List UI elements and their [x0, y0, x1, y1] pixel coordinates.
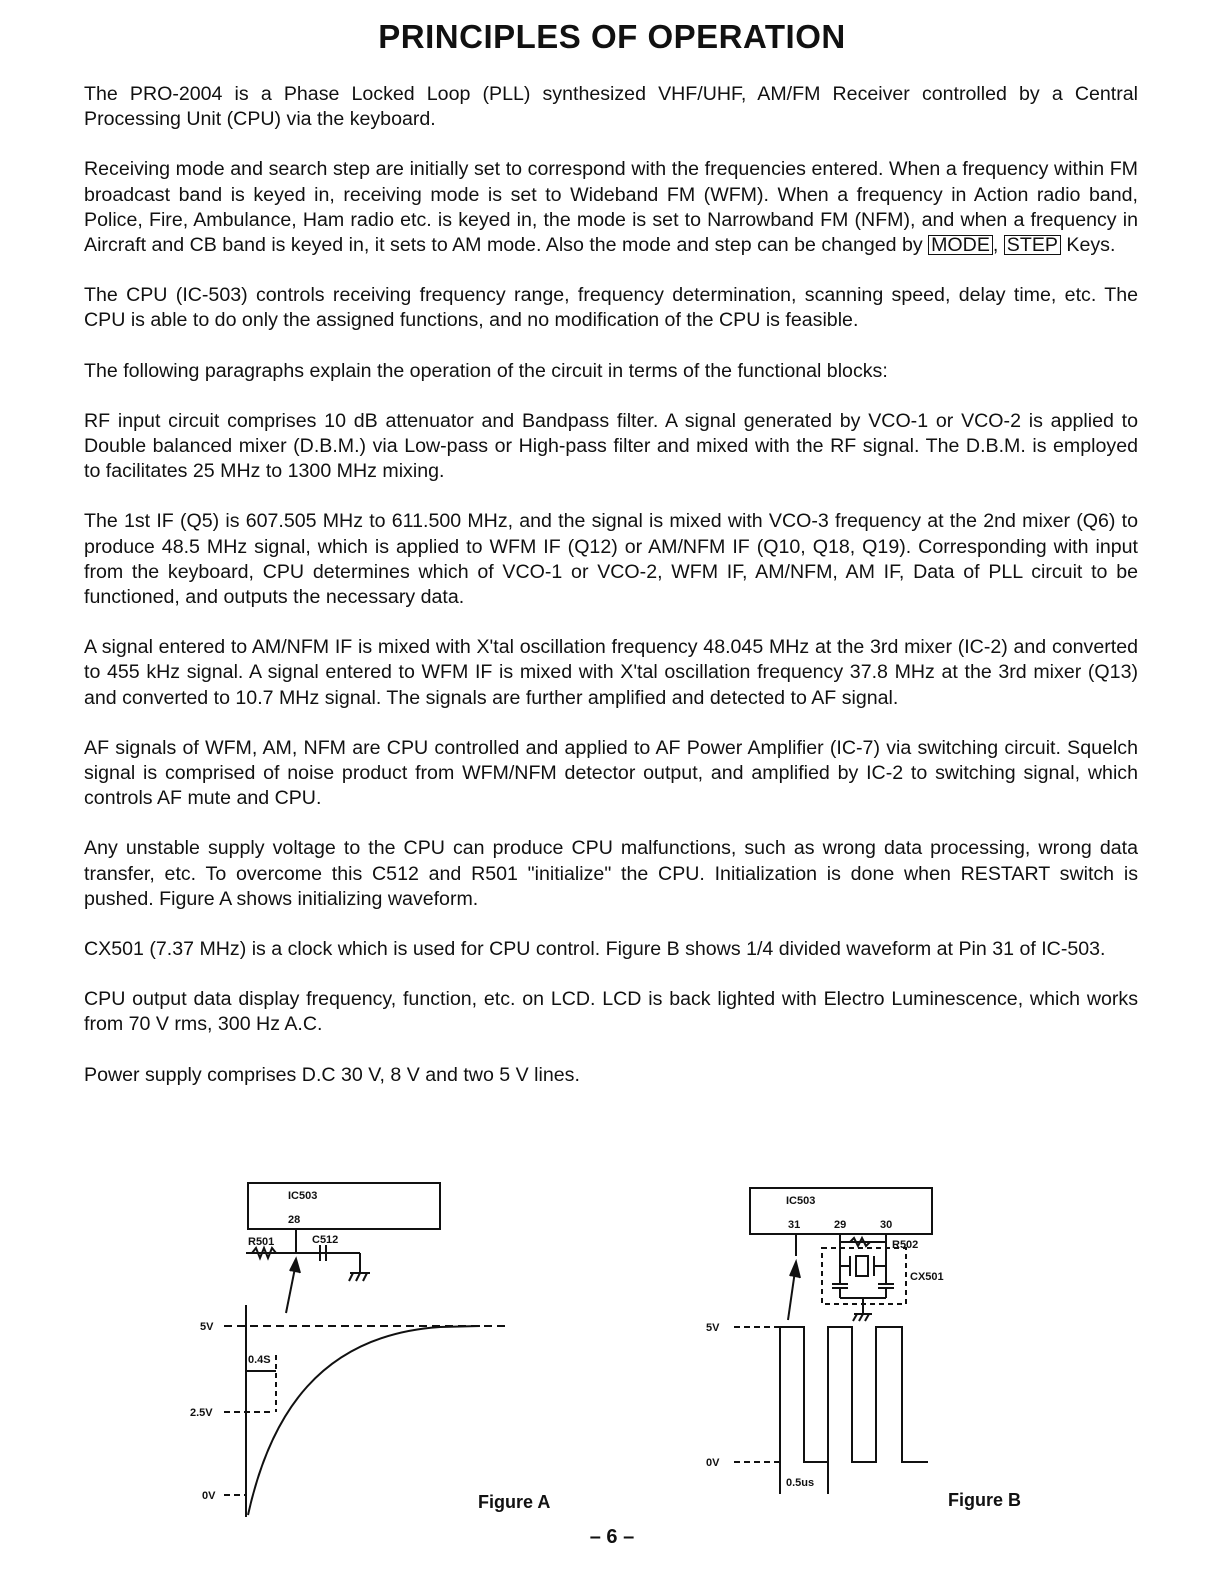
- figure-b-pin-31: 31: [788, 1219, 801, 1231]
- body-text: [84, 82, 1138, 1113]
- paragraph-cpu: The CPU (IC-503) controls receiving frequency range, frequency determination, scanning speed, delay time, etc. The CPU is able to do only the assigned functions, and no modification of the CPU is feasible.: [84, 284, 1138, 332]
- paragraph-functional-blocks: The following paragraphs explain the operation of the circuit in terms of the functional blocks:: [84, 359, 888, 382]
- figure-b: [700, 1180, 960, 1510]
- figure-a-ic-label: IC503: [288, 1190, 318, 1202]
- figure-a-ic-box: [248, 1183, 440, 1229]
- mode-key-label: MODE: [928, 235, 993, 255]
- paragraph-intro: The PRO-2004 is a Phase Locked Loop (PLL) synthesized VHF/UHF, AM/FM Receiver controlled by a Central Processing Unit (CPU) via the keyboard.: [84, 83, 1138, 131]
- figure-b-caption: Figure B: [948, 1490, 1022, 1510]
- paragraph-rf-input: RF input circuit comprises 10 dB attenuator and Bandpass filter. A signal generated by VCO-1 or VCO-2 is applied to Double balanced mixer (D.B.M.) via Low-pass or High-pass filter and mixed with the RF signal. The D.B.M. is employed to facilitates 25 MHz to 1300 MHz mixing.: [84, 409, 1138, 483]
- page-number: – 6 –: [589, 1526, 635, 1548]
- keys-suffix: Keys.: [1060, 234, 1116, 257]
- paragraph-first-if: The 1st IF (Q5) is 607.505 MHz to 611.500 MHz, and the signal is mixed with VCO-3 frequency at the 2nd mixer (Q6) to produce 48.5 MHz signal, which is applied to WFM IF (Q12) or AM/NFM IF (Q10, Q18, Q19). Corresponding with input from the keyboard, CPU determines which of VCO-1 or VCO-2, WFM IF, AM/NFM, AM IF, Data of PLL circuit to be functioned, and outputs the necessary data.: [84, 510, 1138, 609]
- paragraph-receiving-mode-text: Receiving mode and search step are initially set to correspond with the frequencies entered. When a frequency within FM broadcast band is keyed in, receiving mode is set to Wideband FM (WFM). When a frequency in Action radio band, Police, Fire, Ambulance, Ham radio etc. is keyed in, the mode is set to Narrowband FM (NFM), and when a frequency in Aircraft and CB band is keyed in, it sets to AM mode. Also the mode and step can be changed by: [84, 158, 1138, 257]
- figure-a-resistor-label: R501: [248, 1236, 275, 1248]
- paragraph-clock: CX501 (7.37 MHz) is a clock which is used for CPU control. Figure B shows 1/4 divided waveform at Pin 31 of IC-503.: [84, 938, 1106, 961]
- figure-b-crystal-label: CX501: [910, 1271, 944, 1283]
- figure-b-0v-label: 0V: [706, 1457, 720, 1469]
- figure-a-diagram: [180, 1175, 540, 1525]
- figure-a-pin-label: 28: [288, 1214, 301, 1226]
- paragraph-am-nfm-if: A signal entered to AM/NFM IF is mixed with X'tal oscillation frequency 48.045 MHz at the 3rd mixer (IC-2) and converted to 455 kHz signal. A signal entered to WFM IF is mixed with X'tal oscillation frequency 37.8 MHz at the 3rd mixer (Q13) and converted to 10.7 MHz signal. The signals are further amplified and detected to AF signal.: [84, 636, 1138, 709]
- key-separator: ,: [992, 234, 1004, 257]
- figure-b-pin-30: 30: [880, 1219, 893, 1231]
- step-key-label: STEP: [1004, 235, 1061, 255]
- paragraph-receiving-mode: [84, 157, 1138, 258]
- figure-b-5v-label: 5V: [706, 1322, 720, 1334]
- figure-b-resistor-label: R502: [892, 1239, 919, 1251]
- figure-a: [180, 1175, 540, 1525]
- figure-a-5v-label: 5V: [200, 1321, 214, 1333]
- paragraph-power-supply: Power supply comprises D.C 30 V, 8 V and two 5 V lines.: [84, 1063, 580, 1086]
- figure-b-ic-label: IC503: [786, 1195, 816, 1207]
- figure-b-pin-29: 29: [834, 1219, 847, 1231]
- figure-a-2-5v-label: 2.5V: [190, 1407, 213, 1419]
- figure-b-time-label: 0.5us: [786, 1477, 815, 1489]
- paragraph-lcd: CPU output data display frequency, function, etc. on LCD. LCD is back lighted with Electro Luminescence, which works from 70 V rms, 300 Hz A.C.: [84, 988, 1138, 1036]
- paragraph-unstable-supply: Any unstable supply voltage to the CPU can produce CPU malfunctions, such as wrong data processing, wrong data transfer, etc. To overcome this C512 and R501 "initialize" the CPU. Initialization is done when RESTART switch is pushed. Figure A shows initializing waveform.: [84, 837, 1138, 910]
- figure-b-diagram: [700, 1180, 960, 1510]
- figure-a-time-label: 0.4S: [248, 1354, 271, 1366]
- figure-a-caption: Figure A: [478, 1492, 551, 1512]
- paragraph-af-signals: AF signals of WFM, AM, NFM are CPU controlled and applied to AF Power Amplifier (IC-7) via switching circuit. Squelch signal is comprised of noise product from WFM/NFM detector output, and amplified by IC-2 to switching signal, which controls AF mute and CPU.: [84, 736, 1138, 810]
- figure-a-0v-label: 0V: [202, 1490, 216, 1502]
- page-title: PRINCIPLES OF OPERATION: [378, 18, 846, 55]
- figure-a-capacitor-label: C512: [312, 1234, 339, 1246]
